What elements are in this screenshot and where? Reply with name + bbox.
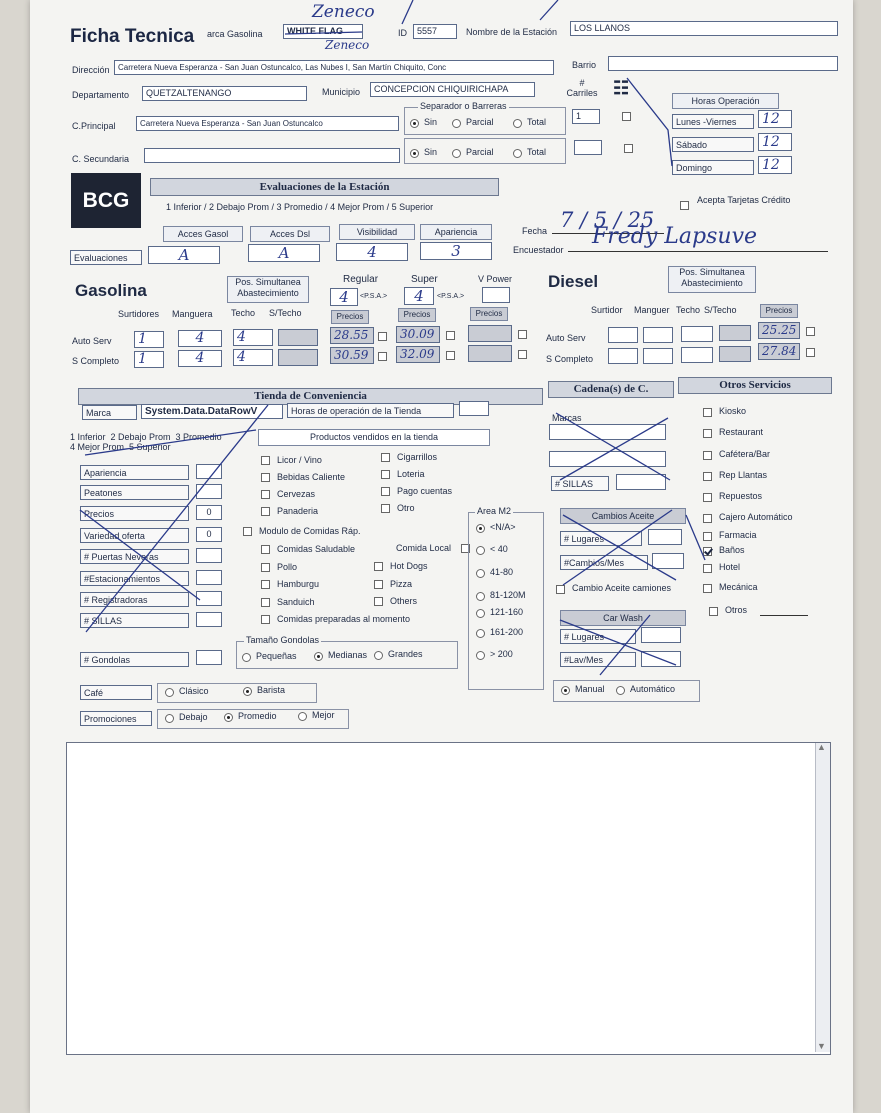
- pollo-label: Pollo: [277, 562, 298, 572]
- id-field[interactable]: 5557: [413, 24, 457, 39]
- area-121-160-label: 121-160: [490, 607, 524, 617]
- saludable-label: Comidas Saludable: [277, 544, 356, 554]
- hamburgu-label: Hamburgu: [277, 579, 320, 589]
- otros-title: Otros Servicios: [678, 377, 832, 394]
- precios-vpower-header: Precios: [470, 307, 508, 321]
- diesel-pos-label: Pos. Simultanea Abastecimiento: [668, 266, 756, 293]
- acceso-dsl-header: Acces Dsl: [250, 226, 330, 242]
- cadena-marcas-label: Marcas: [552, 413, 582, 423]
- marca-handwritten-2: Zeneco: [325, 38, 370, 52]
- cambios-mes-label: #Cambios/Mes: [560, 555, 648, 570]
- diesel-scompleto-label: S Completo: [546, 354, 594, 364]
- carriles-principal-field[interactable]: 1: [572, 109, 600, 124]
- visibilidad-header: Visibilidad: [339, 224, 415, 240]
- tamano-pequenas-label: Pequeñas: [256, 651, 297, 661]
- precios-field[interactable]: 0: [196, 505, 222, 520]
- direccion-label: Dirección: [72, 65, 110, 75]
- marca-field[interactable]: WHITE FLAG: [283, 24, 363, 39]
- id-label: ID: [398, 28, 407, 38]
- tienda-scale: 1 Inferior 2 Debajo Prom 3 Promedio 4 Mejor Prom 5 Superior: [70, 432, 222, 452]
- precios-label: Precios: [80, 506, 189, 521]
- acceso-dsl-field[interactable]: A: [248, 244, 320, 262]
- horas-title: Horas Operación: [672, 93, 779, 109]
- opt-parcial-label: Parcial: [466, 117, 494, 127]
- licor-label: Licor / Vino: [277, 455, 322, 465]
- modulo-label: Modulo de Comidas Ráp.: [259, 526, 361, 536]
- area-40-label: < 40: [490, 544, 508, 554]
- cajero-label: Cajero Automático: [719, 512, 793, 522]
- direccion-field[interactable]: Carretera Nueva Esperanza - San Juan Ostuncalco, Las Nubes I, San Martín Chiquito, Conc: [114, 60, 554, 75]
- variedad-field[interactable]: 0: [196, 527, 222, 542]
- gas-sc-regular-price[interactable]: 30.59: [330, 347, 374, 364]
- evaluation-scale: 1 Inferior / 2 Debajo Prom / 3 Promedio / 4 Mejor Prom / 5 Superior: [166, 202, 434, 212]
- others-label: Others: [390, 596, 418, 606]
- apariencia-header: Apariencia: [420, 224, 492, 240]
- tamano-grandes-label: Grandes: [388, 649, 423, 659]
- super-psa-field[interactable]: 4: [404, 287, 434, 305]
- productos-header: Productos vendidos en la tienda: [258, 429, 490, 446]
- lv-field[interactable]: 12: [758, 110, 792, 128]
- regular-label: Regular: [343, 274, 379, 285]
- gondolas-label: # Gondolas: [80, 652, 189, 667]
- opt-sin-label-2: Sin: [424, 147, 438, 157]
- gas-scompleto-label: S Completo: [72, 356, 120, 366]
- kiosko-label: Kiosko: [719, 406, 747, 416]
- tienda-horas-label: Horas de operación de la Tienda: [287, 403, 454, 418]
- apariencia-field[interactable]: 3: [420, 242, 492, 260]
- opt-parcial-label-2: Parcial: [466, 147, 494, 157]
- tienda-marca-field[interactable]: System.Data.DataRowV: [141, 404, 283, 419]
- gas-autoserv-label: Auto Serv: [72, 336, 112, 346]
- opt-total-label: Total: [527, 117, 547, 127]
- area-label: Area M2: [477, 506, 512, 516]
- tamano-medianas-label: Medianas: [328, 650, 368, 660]
- gas-sc-super-price[interactable]: 32.09: [396, 346, 440, 363]
- promo-promedio-label: Promedio: [238, 711, 277, 721]
- area-200-label: > 200: [490, 649, 513, 659]
- otros-label: Otros: [725, 605, 748, 615]
- sab-field[interactable]: 12: [758, 133, 792, 151]
- fecha-label: Fecha: [522, 226, 548, 236]
- estacionamientos-label: #Estacionamientos: [80, 571, 189, 586]
- tamano-label: Tamaño Gondolas: [246, 635, 320, 645]
- acceso-gasol-field[interactable]: A: [148, 246, 220, 264]
- evaluaciones-title: Evaluaciones de la Estación: [150, 178, 499, 196]
- vpower-label: V Power: [478, 274, 513, 284]
- diesel-sc-price[interactable]: 27.84: [758, 343, 800, 360]
- fecha-value[interactable]: 7 / 5 / 25: [560, 208, 655, 232]
- cprincipal-label: C.Principal: [72, 121, 116, 131]
- apariencia-label: Apariencia: [80, 465, 189, 480]
- marca-handwritten: Zeneco: [312, 2, 375, 22]
- repuestos-label: Repuestos: [719, 491, 763, 501]
- page-title: Ficha Tecnica: [70, 26, 195, 47]
- diesel-stecho-col: S/Techo: [704, 305, 737, 315]
- departamento-label: Departamento: [72, 90, 130, 100]
- area-41-80-label: 41-80: [490, 567, 514, 577]
- gas-as-manguera[interactable]: 4: [178, 330, 222, 347]
- departamento-field[interactable]: QUETZALTENANGO: [142, 86, 307, 101]
- cigarrillos-label: Cigarrillos: [397, 452, 438, 462]
- sillas-label: # SILLAS: [80, 613, 189, 628]
- lv-label: Lunes -Viernes: [672, 114, 754, 129]
- municipio-field[interactable]: CONCEPCION CHIQUIRICHAPA: [370, 82, 535, 97]
- techo-col: Techo: [231, 308, 256, 318]
- cafe-label: Café: [80, 685, 152, 700]
- gas-as-regular-price[interactable]: 28.55: [330, 327, 374, 344]
- nombre-field[interactable]: LOS LLANOS: [570, 21, 838, 36]
- registradoras-label: # Registradoras: [80, 592, 189, 607]
- psa-label-1: <P.S.A.>: [360, 293, 388, 300]
- diesel-precios-header: Precios: [760, 304, 798, 318]
- promo-mejor-label: Mejor: [312, 710, 335, 720]
- cafe-clasico-label: Clásico: [179, 686, 209, 696]
- panaderia-label: Panaderia: [277, 506, 319, 516]
- cafeteria-label: Cafétera/Bar: [719, 449, 771, 459]
- diesel-surtidor-col: Surtidor: [591, 305, 623, 315]
- cambios-title: Cambios Aceite: [560, 508, 686, 524]
- area-161-200-label: 161-200: [490, 627, 524, 637]
- manguera-col: Manguera: [172, 309, 213, 319]
- sab-label: Sábado: [672, 137, 754, 152]
- separador-label: Separador o Barreras: [420, 101, 507, 111]
- otro-label: Otro: [397, 503, 415, 513]
- tienda-title: Tienda de Conveniencia: [78, 388, 543, 405]
- barrio-label: Barrio: [572, 60, 597, 70]
- diesel-as-price[interactable]: 25.25: [758, 322, 800, 339]
- marca-label: arca Gasolina: [207, 29, 263, 39]
- scroll-down-icon[interactable]: ▼: [817, 1041, 826, 1051]
- hotdogs-label: Hot Dogs: [390, 561, 428, 571]
- farmacia-label: Farmacia: [719, 530, 757, 540]
- gas-as-techo[interactable]: 4: [233, 329, 273, 346]
- stecho-col: S/Techo: [269, 308, 302, 318]
- gasolina-pos-label: Pos. Simultanea Abastecimiento: [227, 276, 309, 303]
- encuestador-value[interactable]: Fredy Lapsuve: [592, 224, 758, 249]
- bcg-logo: BCG: [71, 173, 141, 228]
- camiones-label: Cambio Aceite camiones: [572, 583, 672, 593]
- variedad-label: Variedad oferta: [80, 528, 189, 543]
- precios-regular-header: Precios: [331, 310, 369, 324]
- diesel-autoserv-label: Auto Serv: [546, 333, 586, 343]
- hotel-label: Hotel: [719, 562, 741, 572]
- carwash-lugares-label: # Lugares: [560, 629, 636, 644]
- encuestador-label: Encuestador: [513, 245, 564, 255]
- carwash-title: Car Wash: [560, 610, 686, 626]
- dom-label: Domingo: [672, 160, 754, 175]
- diesel-title: Diesel: [548, 272, 599, 291]
- tarjetas-label: Acepta Tarjetas Crédito: [697, 195, 791, 205]
- rep-llantas-label: Rep Llantas: [719, 470, 768, 480]
- area-na-label: <N/A>: [490, 522, 516, 532]
- peatones-label: Peatones: [80, 485, 189, 500]
- promo-label: Promociones: [80, 711, 152, 726]
- preparadas-label: Comidas preparadas al momento: [277, 614, 411, 624]
- diesel-techo-col: Techo: [676, 305, 701, 315]
- regular-psa-field[interactable]: 4: [330, 288, 358, 306]
- gas-sc-surtidores[interactable]: 1: [134, 351, 164, 368]
- municipio-label: Municipio: [322, 87, 361, 97]
- loteria-label: Loteria: [397, 469, 425, 479]
- evaluaciones-label: Evaluaciones: [70, 250, 142, 265]
- gasolina-title: Gasolina: [75, 281, 147, 300]
- puertas-neveras-label: # Puertas Neveras: [80, 549, 189, 564]
- tienda-marca-label: Marca: [82, 405, 137, 420]
- cambios-lugares-label: # Lugares: [560, 531, 642, 546]
- opt-sin-label: Sin: [424, 117, 438, 127]
- pizza-label: Pizza: [390, 579, 413, 589]
- cadena-title: Cadena(s) de C.: [548, 381, 674, 398]
- promo-debajo-label: Debajo: [179, 712, 208, 722]
- surtidores-col: Surtidores: [118, 309, 160, 319]
- banos-label: Baños: [719, 545, 745, 555]
- carriles-label: # Carriles: [566, 78, 598, 98]
- gas-as-super-price[interactable]: 30.09: [396, 326, 440, 343]
- visibilidad-field[interactable]: 4: [336, 243, 408, 261]
- cprincipal-field[interactable]: Carretera Nueva Esperanza - San Juan Ostuncalco: [136, 116, 399, 131]
- acceso-gasol-header: Acces Gasol: [163, 226, 243, 242]
- scroll-up-icon[interactable]: ▲: [817, 742, 826, 752]
- bebidas-label: Bebidas Caliente: [277, 472, 346, 482]
- restaurant-label: Restaurant: [719, 427, 764, 437]
- cervezas-label: Cervezas: [277, 489, 316, 499]
- mecanica-label: Mecánica: [719, 582, 758, 592]
- lav-mes-label: #Lav/Mes: [560, 652, 636, 667]
- psa-label-2: <P.S.A.>: [437, 293, 465, 300]
- diesel-manguer-col: Manguer: [634, 305, 670, 315]
- traffic-lanes-icon: ☷: [613, 78, 630, 98]
- super-label: Super: [411, 274, 438, 285]
- nombre-label: Nombre de la Estación: [466, 27, 558, 37]
- sanduich-label: Sanduich: [277, 597, 315, 607]
- precios-super-header: Precios: [398, 308, 436, 322]
- gas-as-surtidores[interactable]: 1: [134, 331, 164, 348]
- comida-local-label: Comida Local: [396, 543, 452, 553]
- gas-sc-manguera[interactable]: 4: [178, 350, 222, 367]
- cafe-barista-label: Barista: [257, 685, 286, 695]
- carwash-manual-label: Manual: [575, 684, 605, 694]
- dom-field[interactable]: 12: [758, 156, 792, 174]
- pago-cuentas-label: Pago cuentas: [397, 486, 453, 496]
- gas-sc-techo[interactable]: 4: [233, 349, 273, 366]
- csecundaria-label: C. Secundaria: [72, 154, 130, 164]
- area-81-120-label: 81-120M: [490, 590, 526, 600]
- carwash-auto-label: Automático: [630, 684, 676, 694]
- opt-total-label-2: Total: [527, 147, 547, 157]
- cadena-sillas-label: # SILLAS: [551, 476, 609, 491]
